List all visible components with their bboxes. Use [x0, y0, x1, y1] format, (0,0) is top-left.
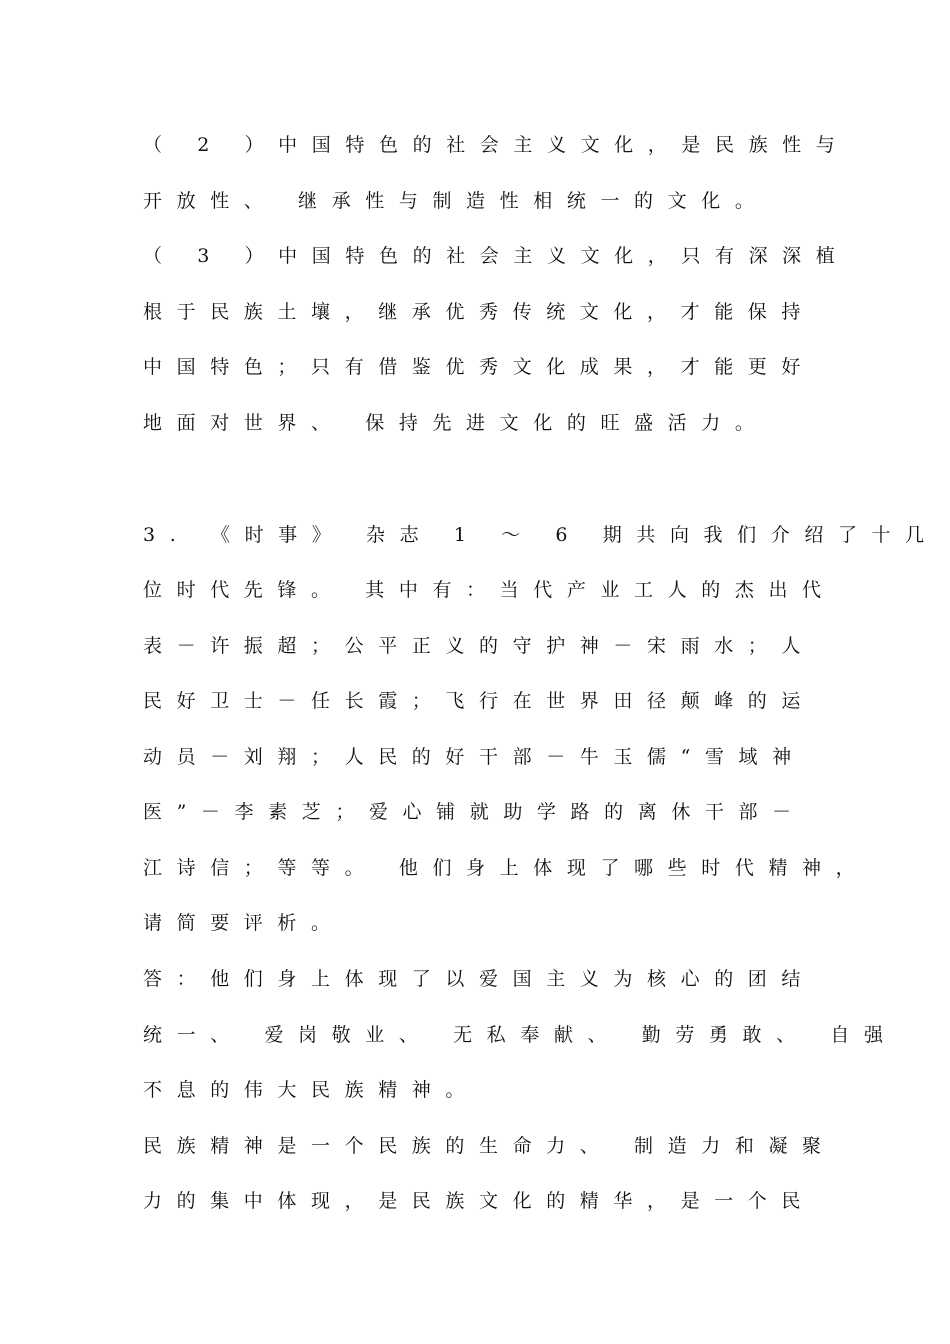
text-line: 不息的伟大民族精神。 — [143, 1079, 480, 1101]
text-line: 中国特色；只有借鉴优秀文化成果，才能更好 — [143, 356, 816, 378]
text-line: 根于民族土壤，继承优秀传统文化，才能保持 — [143, 301, 816, 323]
text-line: 民族精神是一个民族的生命力、 制造力和凝聚 — [143, 1135, 836, 1157]
text-line: 民好卫士－任长霞；飞行在世界田径颠峰的运 — [143, 690, 816, 712]
text-line: 力的集中体现，是民族文化的精华，是一个民 — [143, 1190, 816, 1212]
text-line: 江诗信；等等。 他们身上体现了哪些时代精神， — [143, 857, 870, 879]
text-line: （ 2 ）中国特色的社会主义文化，是民族性与 — [143, 134, 850, 156]
text-line: 位时代先锋。 其中有：当代产业工人的杰出代 — [143, 579, 836, 601]
text-line: 医”－李素芝；爱心铺就助学路的离休干部－ — [143, 801, 806, 823]
question-line: 3. 《时事》 杂志 1 ～ 6 期共向我们介绍了十几 — [143, 524, 939, 546]
text-line: 开放性、 继承性与制造性相统一的文化。 — [143, 190, 769, 212]
answer-line: 答：他们身上体现了以爱国主义为核心的团结 — [143, 968, 816, 990]
text-line: 表－许振超；公平正义的守护神－宋雨水；人 — [143, 635, 816, 657]
text-line: 统一、 爱岗敬业、 无私奉献、 勤劳勇敢、 自强 — [143, 1024, 898, 1046]
text-line: （ 3 ）中国特色的社会主义文化，只有深深植 — [143, 245, 850, 267]
text-line: 地面对世界、 保持先进文化的旺盛活力。 — [143, 412, 769, 434]
text-line: 动员－刘翔；人民的好干部－牛玉儒“雪域神 — [143, 746, 806, 768]
text-line: 请简要评析。 — [143, 912, 345, 934]
